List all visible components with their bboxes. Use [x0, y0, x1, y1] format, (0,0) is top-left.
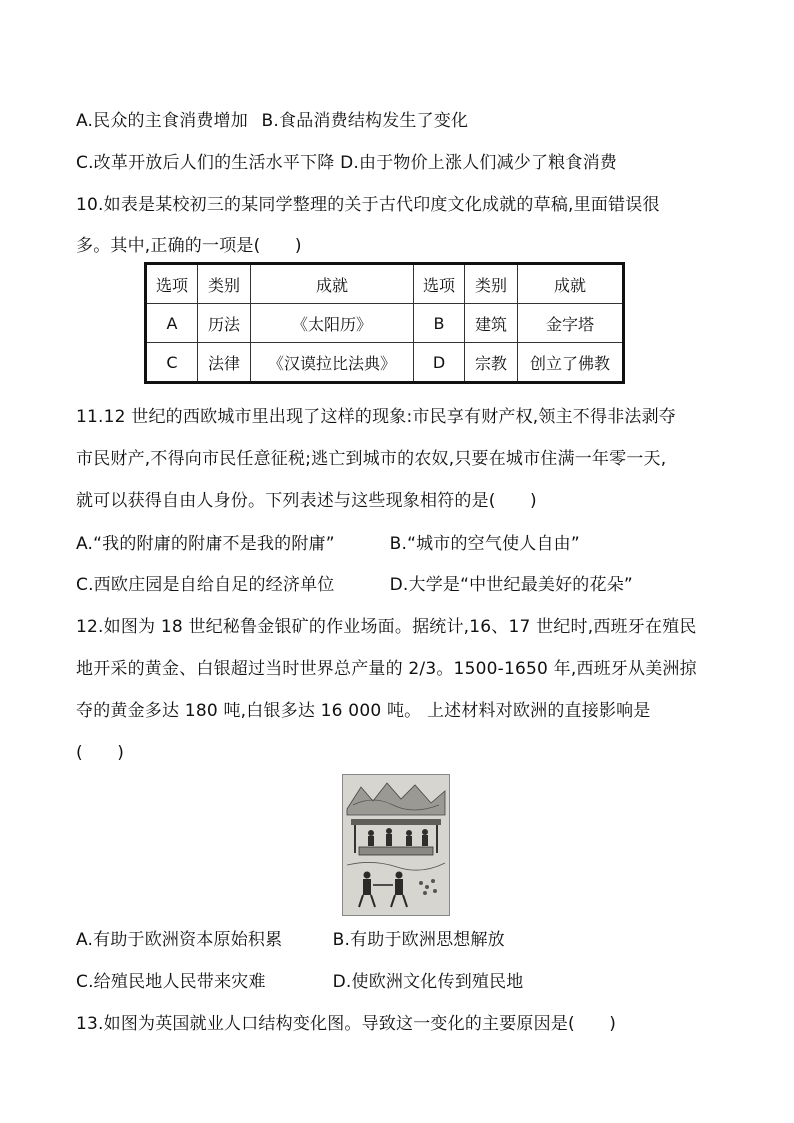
table-cell: D	[414, 343, 465, 383]
table-cell: 历法	[198, 304, 251, 343]
q11-option-row-1	[76, 529, 580, 554]
table-row	[146, 343, 624, 383]
q9-option-c: C.改革开放后人们的生活水平下降	[76, 153, 335, 173]
q12-option-d: D.使欧洲文化传到殖民地	[332, 972, 524, 992]
q11-stem-line-2: 市民财产,不得向市民任意征税;逃亡到城市的农奴,只要在城市住满一年零一天,	[76, 449, 667, 469]
table-cell: 法律	[198, 343, 251, 383]
q12-stem-line-1: 12.如图为 18 世纪秘鲁金银矿的作业场面。据统计,16、17 世纪时,西班牙在殖民	[76, 617, 697, 637]
table-cell: 金字塔	[518, 304, 624, 343]
q11-option-b: B.“城市的空气使人自由”	[389, 534, 580, 554]
table-cell: 创立了佛教	[518, 343, 624, 383]
table-header-cell: 类别	[198, 264, 251, 304]
table-header-cell: 选项	[414, 264, 465, 304]
q11-option-row-2	[76, 570, 633, 595]
q9-option-a: A.民众的主食消费增加	[76, 111, 248, 131]
table-cell: B	[414, 304, 465, 343]
q9-option-row-1	[76, 106, 468, 131]
table-cell: 《太阳历》	[251, 304, 414, 343]
q11-option-c: C.西欧庄园是自给自足的经济单位	[76, 575, 335, 595]
q11-option-a: A.“我的附庸的附庸不是我的附庸”	[76, 534, 335, 554]
q12-option-a: A.有助于欧洲资本原始积累	[76, 930, 283, 950]
q13-stem-line-1: 13.如图为英国就业人口结构变化图。导致这一变化的主要原因是( )	[76, 1014, 617, 1034]
table-cell: A	[146, 304, 198, 343]
q12-option-c: C.给殖民地人民带来灾难	[76, 972, 266, 992]
q12-stem-line-2: 地开采的黄金、白银超过当时世界总产量的 2/3。1500-1650 年,西班牙从美洲掠	[76, 659, 697, 679]
table-header-cell: 选项	[146, 264, 198, 304]
q12-option-row-1	[76, 925, 505, 950]
table-header-row	[146, 264, 624, 304]
q10-stem-line-2: 多。其中,正确的一项是( )	[76, 236, 302, 256]
q12-stem-line-3: 夺的黄金多达 180 吨,白银多达 16 000 吨。 上述材料对欧洲的直接影响是	[76, 701, 651, 721]
q12-stem-line-4: ( )	[76, 743, 125, 763]
table-cell: 宗教	[465, 343, 518, 383]
achievements-table	[144, 262, 625, 384]
q9-option-row-2	[76, 148, 617, 173]
q11-option-d: D.大学是“中世纪最美好的花朵”	[389, 575, 633, 595]
table-cell: 《汉谟拉比法典》	[251, 343, 414, 383]
q12-option-row-2	[76, 967, 524, 992]
mine-illustration	[342, 774, 450, 916]
q9-option-b: B.食品消费结构发生了变化	[261, 111, 469, 131]
q9-option-d: D.由于物价上涨人们减少了粮食消费	[340, 153, 617, 173]
q11-stem-line-1: 11.12 世纪的西欧城市里出现了这样的现象:市民享有财产权,领主不得非法剥夺	[76, 407, 677, 427]
table-cell: 建筑	[465, 304, 518, 343]
mine-scene-image	[343, 775, 449, 915]
q11-stem-line-3: 就可以获得自由人身份。下列表述与这些现象相符的是( )	[76, 491, 537, 511]
table-cell: C	[146, 343, 198, 383]
table-row	[146, 304, 624, 343]
q12-option-b: B.有助于欧洲思想解放	[332, 930, 505, 950]
table-header-cell: 成就	[518, 264, 624, 304]
table-header-cell: 类别	[465, 264, 518, 304]
q10-stem-line-1: 10.如表是某校初三的某同学整理的关于古代印度文化成就的草稿,里面错误很	[76, 195, 660, 215]
table-header-cell: 成就	[251, 264, 414, 304]
